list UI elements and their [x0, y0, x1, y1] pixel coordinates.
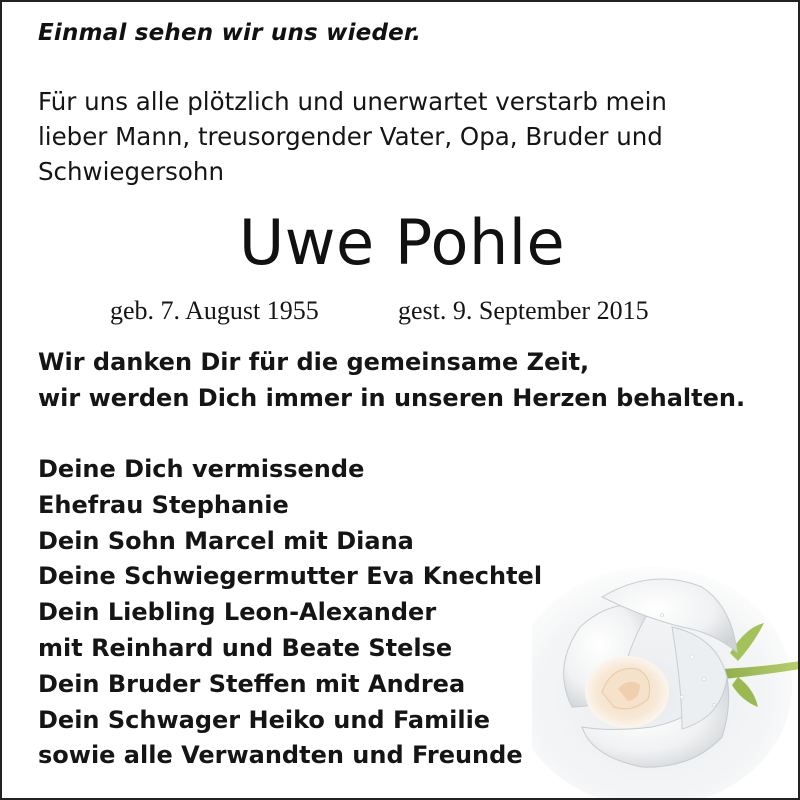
intro-line: lieber Mann, treusorgender Vater, Opa, Bruder und — [38, 122, 663, 151]
thanks-text — [38, 344, 745, 416]
mourner-line: Dein Liebling Leon-Alexander — [38, 598, 437, 627]
intro-line: Schwiegersohn — [38, 157, 224, 186]
white-rose-icon — [532, 557, 800, 800]
mourners-list — [38, 452, 542, 774]
mourner-line: Ehefrau Stephanie — [38, 490, 289, 519]
mourner-line: sowie alle Verwandten und Freunde — [38, 741, 523, 770]
mourner-line: Dein Schwager Heiko und Familie — [38, 705, 491, 734]
intro-line: Für uns alle plötzlich und unerwartet verstarb mein — [38, 87, 667, 116]
intro-text — [38, 84, 778, 189]
mourner-line: Deine Schwiegermutter Eva Knechtel — [38, 562, 543, 591]
deceased-name: Uwe Pohle — [238, 206, 566, 279]
mourner-line: Dein Sohn Marcel mit Diana — [38, 526, 414, 555]
mourner-line: mit Reinhard und Beate Stelse — [38, 633, 453, 662]
death-date: gest. 9. September 2015 — [398, 296, 649, 325]
motto-heading: Einmal sehen wir uns wieder. — [38, 20, 422, 46]
thanks-line: Wir danken Dir für die gemeinsame Zeit, — [38, 348, 590, 376]
thanks-line: wir werden Dich immer in unseren Herzen behalten. — [38, 384, 746, 412]
mourner-line: Deine Dich vermissende — [38, 455, 365, 483]
birth-date: geb. 7. August 1955 — [110, 296, 319, 325]
mourner-line: Dein Bruder Steffen mit Andrea — [38, 669, 466, 698]
